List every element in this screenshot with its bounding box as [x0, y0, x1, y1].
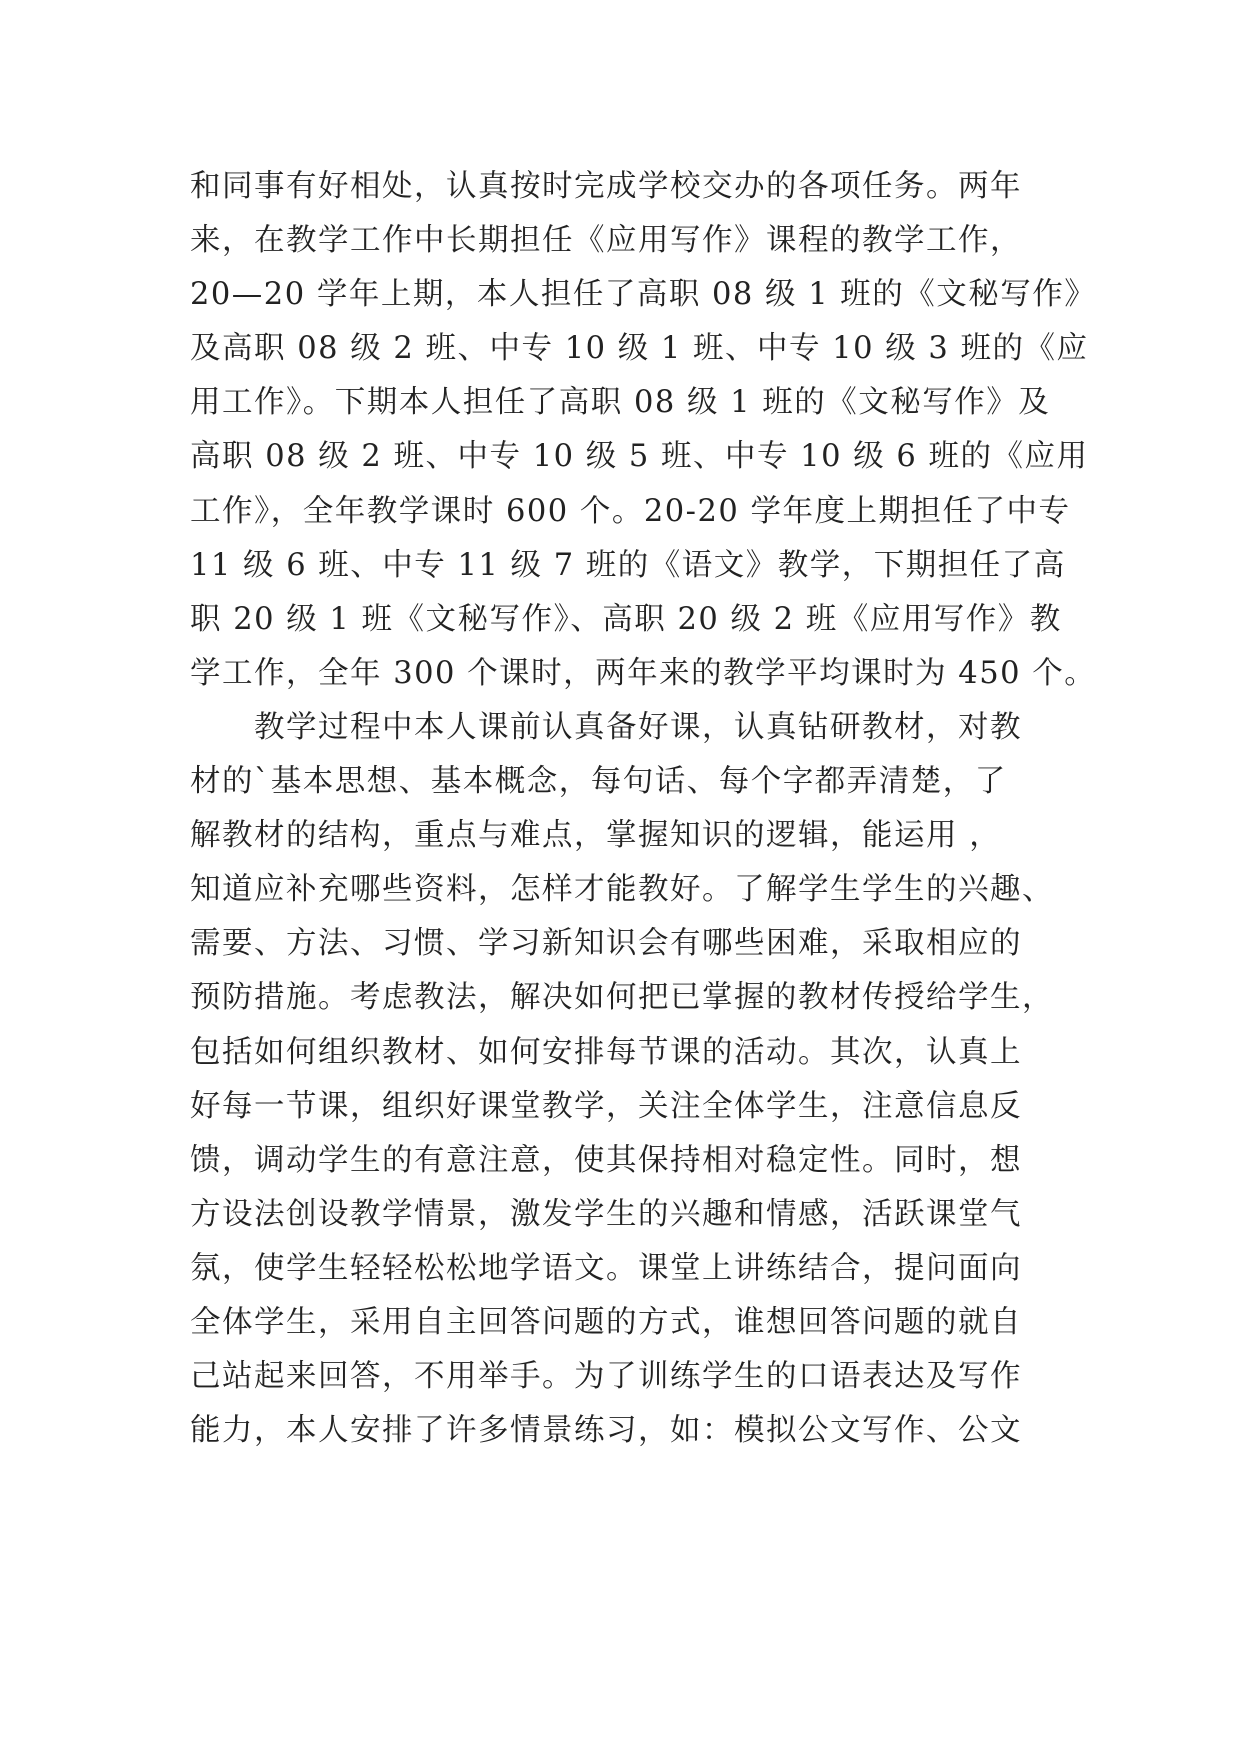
text-line: 好每一节课，组织好课堂教学，关注全体学生，注意信息反: [190, 1088, 1022, 1124]
text-line: 氛，使学生轻轻松松地学语文。课堂上讲练结合，提问面向: [190, 1250, 1022, 1286]
text-line: 20—20 学年上期，本人担任了高职 08 级 1 班的《文秘写作》: [190, 277, 1097, 313]
text-line: 材的`基本思想、基本概念，每句话、每个字都弄清楚，了: [190, 764, 1007, 800]
body-text: [190, 160, 1097, 1458]
text-line: 职 20 级 1 班《文秘写作》、高职 20 级 2 班《应用写作》教: [190, 601, 1062, 637]
text-line: 高职 08 级 2 班、中专 10 级 5 班、中专 10 级 6 班的《应用: [190, 439, 1089, 475]
text-line: 学工作，全年 300 个课时，两年来的教学平均课时为 450 个。: [190, 655, 1097, 691]
text-line: 包括如何组织教材、如何安排每节课的活动。其次，认真上: [190, 1034, 1022, 1070]
text-line: 用工作》。下期本人担任了高职 08 级 1 班的《文秘写作》及: [190, 385, 1051, 421]
text-line: 工作》，全年教学课时 600 个。20-20 学年度上期担任了中专: [190, 493, 1071, 529]
text-line: 及高职 08 级 2 班、中专 10 级 1 班、中专 10 级 3 班的《应: [190, 331, 1089, 367]
text-line: 知道应补充哪些资料，怎样才能教好。了解学生学生的兴趣、: [190, 872, 1054, 908]
text-line: 全体学生，采用自主回答问题的方式，谁想回答问题的就自: [190, 1304, 1022, 1340]
text-line: 教学过程中本人课前认真备好课，认真钻研教材，对教: [190, 709, 1022, 745]
text-line: 能力，本人安排了许多情景练习，如：模拟公文写作、公文: [190, 1413, 1022, 1449]
text-line: 方设法创设教学情景，激发学生的兴趣和情感，活跃课堂气: [190, 1196, 1022, 1232]
text-line: 预防措施。考虑教法，解决如何把已掌握的教材传授给学生，: [190, 980, 1054, 1016]
text-line: 来，在教学工作中长期担任《应用写作》课程的教学工作，: [190, 223, 1022, 259]
text-line: 馈，调动学生的有意注意，使其保持相对稳定性。同时，想: [190, 1142, 1022, 1178]
text-line: 11 级 6 班、中专 11 级 7 班的《语文》教学，下期担任了高: [190, 547, 1066, 583]
text-line: 己站起来回答，不用举手。为了训练学生的口语表达及写作: [190, 1359, 1022, 1395]
text-line: 需要、方法、习惯、学习新知识会有哪些困难，采取相应的: [190, 926, 1022, 962]
text-line: 和同事有好相处，认真按时完成学校交办的各项任务。两年: [190, 169, 1022, 204]
text-line: 解教材的结构，重点与难点，掌握知识的逻辑，能运用 ，: [190, 818, 1002, 854]
